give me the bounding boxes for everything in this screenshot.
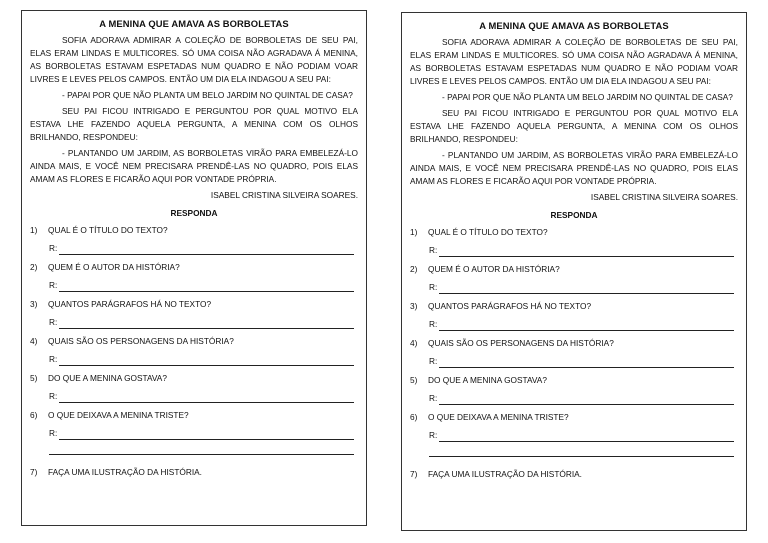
answer-line[interactable]: [439, 358, 734, 368]
story-paragraph: - PAPAI POR QUE NÃO PLANTA UM BELO JARDIM NO QUINTAL DE CASA?: [62, 90, 353, 100]
story-paragraph: - PLANTANDO UM JARDIM, AS BORBOLETAS VIRÃO PARA EMBELEZÁ-LO AINDA MAIS, E VOCÊ NEM PRECISARA PRENDÊ-LAS NO QUADRO, POIS ELAS AMAM AS FLORES E FICARÃO AQUI POR VONTADE PRÓPRIA.: [30, 148, 358, 184]
question-text: QUEM É O AUTOR DA HISTÓRIA?: [428, 264, 560, 274]
question: [30, 409, 358, 422]
question: [30, 261, 358, 274]
question-text: QUAIS SÃO OS PERSONAGENS DA HISTÓRIA?: [428, 338, 614, 348]
story-title: A MENINA QUE AMAVA AS BORBOLETAS: [99, 18, 289, 29]
question: [30, 224, 358, 237]
answer-prefix: R:: [49, 391, 58, 401]
question-number: 3): [410, 301, 418, 311]
answer-field[interactable]: [429, 355, 738, 368]
question-text: QUAL É O TÍTULO DO TEXTO?: [428, 227, 548, 237]
story-paragraph: - PLANTANDO UM JARDIM, AS BORBOLETAS VIRÃO PARA EMBELEZÁ-LO AINDA MAIS, E VOCÊ NEM PRECISARA PRENDÊ-LAS NO QUADRO, POIS ELAS AMAM AS FLORES E FICARÃO AQUI POR VONTADE PRÓPRIA.: [410, 150, 738, 186]
story-paragraph: SOFIA ADORAVA ADMIRAR A COLEÇÃO DE BORBOLETAS DE SEU PAI, ELAS ERAM LINDAS E MULTICORES. SÓ UMA COISA NÃO AGRADAVA Á MENINA, AS BORBOLETAS ESTAVAM ESPETADAS NUM QUADRO E NÃO PODIAM VOAR LIVRES E LEVES PELOS CAMPOS. ENTÃO UM DIA ELA INDAGOU A SEU PAI:: [410, 37, 738, 86]
question-number: 2): [410, 264, 418, 274]
story-paragraph: SEU PAI FICOU INTRIGADO E PERGUNTOU POR QUAL MOTIVO ELA ESTAVA LHE FAZENDO AQUELA PERGUNTA, A MENINA COM OS OLHOS BRILHANDO, RESPONDEU:: [30, 106, 358, 142]
respond-heading: RESPONDA: [550, 210, 598, 220]
answer-prefix: R:: [429, 393, 438, 403]
story-title: A MENINA QUE AMAVA AS BORBOLETAS: [479, 20, 669, 31]
question-text: QUEM É O AUTOR DA HISTÓRIA?: [48, 262, 180, 272]
answer-line[interactable]: [59, 356, 354, 366]
question: [410, 226, 738, 239]
answer-line[interactable]: [439, 284, 734, 294]
question: [410, 374, 738, 387]
question-text: QUAIS SÃO OS PERSONAGENS DA HISTÓRIA?: [48, 336, 234, 346]
answer-field[interactable]: [429, 244, 738, 257]
answer-field[interactable]: [49, 316, 358, 329]
answer-line-extra[interactable]: [49, 446, 354, 455]
question: [410, 411, 738, 424]
worksheet-left: [21, 10, 367, 526]
question-number: 6): [410, 412, 418, 422]
question-text: DO QUE A MENINA GOSTAVA?: [428, 375, 547, 385]
answer-prefix: R:: [49, 428, 58, 438]
question: [410, 468, 738, 481]
question-number: 1): [410, 227, 418, 237]
question: [30, 298, 358, 311]
respond-heading: RESPONDA: [170, 208, 218, 218]
question-text: O QUE DEIXAVA A MENINA TRISTE?: [428, 412, 569, 422]
question-text: QUAL É O TÍTULO DO TEXTO?: [48, 225, 168, 235]
answer-field[interactable]: [429, 429, 738, 442]
question-number: 4): [30, 336, 38, 346]
answer-prefix: R:: [49, 317, 58, 327]
answer-field[interactable]: [49, 242, 358, 255]
answer-field[interactable]: [49, 390, 358, 403]
question-text: FAÇA UMA ILUSTRAÇÃO DA HISTÓRIA.: [428, 469, 582, 479]
question: [30, 372, 358, 385]
answer-prefix: R:: [49, 280, 58, 290]
answer-prefix: R:: [429, 356, 438, 366]
question: [410, 263, 738, 276]
question-number: 5): [30, 373, 38, 383]
answer-field[interactable]: [49, 279, 358, 292]
question-text: FAÇA UMA ILUSTRAÇÃO DA HISTÓRIA.: [48, 467, 202, 477]
answer-line[interactable]: [439, 395, 734, 405]
answer-prefix: R:: [429, 430, 438, 440]
answer-prefix: R:: [429, 245, 438, 255]
story-author: ISABEL CRISTINA SILVEIRA SOARES.: [210, 190, 358, 200]
question-text: QUANTOS PARÁGRAFOS HÁ NO TEXTO?: [428, 301, 592, 311]
worksheet-right: [401, 12, 747, 531]
question-number: 7): [410, 469, 418, 479]
question-number: 6): [30, 410, 38, 420]
question: [30, 466, 358, 479]
answer-field[interactable]: [429, 281, 738, 294]
answer-line[interactable]: [59, 245, 354, 255]
answer-field[interactable]: [429, 318, 738, 331]
question-number: 4): [410, 338, 418, 348]
question: [30, 335, 358, 348]
question-text: O QUE DEIXAVA A MENINA TRISTE?: [48, 410, 189, 420]
answer-line[interactable]: [439, 432, 734, 442]
story-paragraph: - PAPAI POR QUE NÃO PLANTA UM BELO JARDIM NO QUINTAL DE CASA?: [442, 92, 733, 102]
story-author: ISABEL CRISTINA SILVEIRA SOARES.: [590, 192, 738, 202]
answer-line[interactable]: [59, 430, 354, 440]
answer-prefix: R:: [429, 282, 438, 292]
question-number: 5): [410, 375, 418, 385]
question-text: DO QUE A MENINA GOSTAVA?: [48, 373, 167, 383]
story-paragraph: SOFIA ADORAVA ADMIRAR A COLEÇÃO DE BORBOLETAS DE SEU PAI, ELAS ERAM LINDAS E MULTICORES. SÓ UMA COISA NÃO AGRADAVA Á MENINA, AS BORBOLETAS ESTAVAM ESPETADAS NUM QUADRO E NÃO PODIAM VOAR LIVRES E LEVES PELOS CAMPOS. ENTÃO UM DIA ELA INDAGOU A SEU PAI:: [30, 35, 358, 84]
question-number: 1): [30, 225, 38, 235]
answer-line[interactable]: [439, 321, 734, 331]
answer-field[interactable]: [429, 392, 738, 405]
answer-line-extra[interactable]: [429, 448, 734, 457]
question-number: 3): [30, 299, 38, 309]
answer-prefix: R:: [429, 319, 438, 329]
answer-prefix: R:: [49, 243, 58, 253]
answer-field[interactable]: [49, 353, 358, 366]
story-paragraph: SEU PAI FICOU INTRIGADO E PERGUNTOU POR QUAL MOTIVO ELA ESTAVA LHE FAZENDO AQUELA PERGUNTA, A MENINA COM OS OLHOS BRILHANDO, RESPONDEU:: [410, 108, 738, 144]
answer-line[interactable]: [439, 247, 734, 257]
answer-line[interactable]: [59, 282, 354, 292]
question: [410, 300, 738, 313]
question-text: QUANTOS PARÁGRAFOS HÁ NO TEXTO?: [48, 299, 212, 309]
question-number: 2): [30, 262, 38, 272]
question: [410, 337, 738, 350]
answer-line[interactable]: [59, 319, 354, 329]
answer-field[interactable]: [49, 427, 358, 440]
answer-line[interactable]: [59, 393, 354, 403]
answer-prefix: R:: [49, 354, 58, 364]
question-number: 7): [30, 467, 38, 477]
